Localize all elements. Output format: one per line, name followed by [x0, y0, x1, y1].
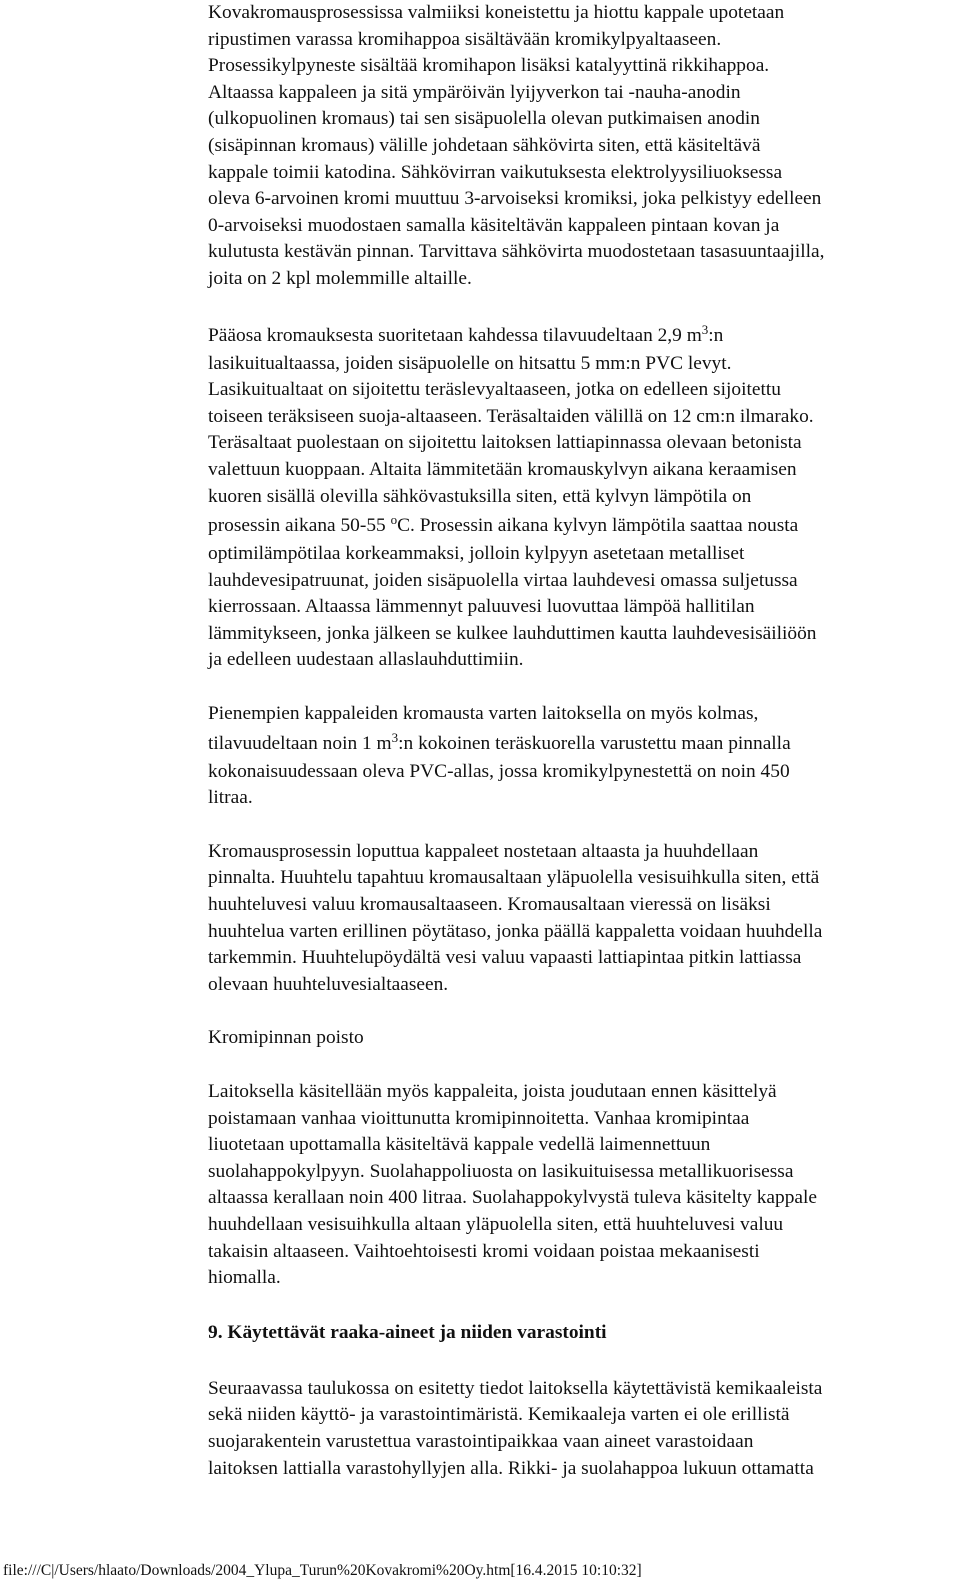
- text-line: poistamaan vanhaa vioittunutta kromipinnoitetta. Vanhaa kromipintaa: [208, 1107, 750, 1129]
- text-line: huuhdellaan vesisuihkulla altaan yläpuolella siten, että huuhteluvesi valuu: [208, 1213, 784, 1235]
- text-line: Altaassa kappaleen ja sitä ympäröivän lyijyverkon tai -nauha-anodin: [208, 81, 741, 103]
- text-segment: Pääosa kromauksesta suoritetaan kahdessa tilavuudeltaan 2,9 m: [208, 324, 702, 346]
- text-line: Kovakromausprosessissa valmiiksi koneistettu ja hiottu kappale upotetaan: [208, 2, 785, 23]
- text-line: (ulkopuolinen kromaus) tai sen sisäpuolella olevan putkimaisen anodin: [208, 108, 760, 130]
- text-segment: C. Prosessin aikana kylvyn lämpötila saattaa nousta: [397, 515, 799, 537]
- text-line: Lasikuitualtaat on sijoitettu teräslevyaltaaseen, jotka on edelleen sijoitettu: [208, 379, 781, 401]
- text-line: suolahappokylpyyn. Suolahappoliuosta on lasikuituisessa metallikuorisessa: [208, 1160, 794, 1182]
- superscript: 3: [391, 729, 399, 745]
- text-line: pinnalta. Huuhtelu tapahtuu kromausaltaan yläpuolella vesisuihkulla siten, että: [208, 867, 820, 889]
- text-line: sekä niiden käyttö- ja varastointimäristä. Kemikaaleja varten ei ole erillistä: [208, 1404, 790, 1426]
- text-line: suojarakentein varustettua varastointipaikkaa vaan aineet varastoidaan: [208, 1430, 754, 1452]
- text-line: huuhtelua varten erillinen pöytätaso, jonka päällä kappaletta voidaan huuhdella: [208, 920, 823, 942]
- text-line: [208, 320, 953, 351]
- paragraph-tanks: [208, 320, 953, 675]
- text-line: Pienempien kappaleiden kromausta varten laitoksella on myös kolmas,: [208, 703, 759, 725]
- paragraph-raw-materials: [208, 1376, 953, 1482]
- text-line: liuotetaan upottamalla käsiteltävä kappale vedellä laimennettuun: [208, 1134, 711, 1156]
- text-line: lasikuitualtaassa, joiden sisäpuolelle on hitsattu 5 mm:n PVC levyt.: [208, 352, 732, 374]
- text-line: ripustimen varassa kromihappoa sisältävään kromikylpyaltaaseen.: [208, 28, 722, 50]
- text-line: kappale toimii katodina. Sähkövirran vaikutuksesta elektrolyysiliuoksessa: [208, 161, 783, 183]
- text-line: toiseen teräksiseen suoja-altaaseen. Teräsaltaiden välillä on 12 cm:n ilmarako.: [208, 405, 814, 427]
- text-line: [208, 510, 953, 541]
- paragraph-rinsing: [208, 839, 953, 999]
- paragraph-chrome-process: [208, 0, 953, 293]
- text-line: Kromausprosessin loputtua kappaleet nostetaan altaasta ja huuhdellaan: [208, 840, 759, 862]
- text-line: joita on 2 kpl molemmille altaille.: [208, 267, 472, 289]
- page-footer-url: file:///C|/Users/hlaato/Downloads/2004_Ylupa_Turun%20Kovakromi%20Oy.htm[16.4.2015 10:10:32]: [3, 1562, 642, 1579]
- text-line: kierrossaan. Altaassa lämmennyt paluuvesi luovuttaa lämpöä hallitilan: [208, 596, 755, 618]
- text-line: huuhteluvesi valuu kromausaltaaseen. Kromausaltaan vieressä on lisäksi: [208, 894, 771, 916]
- text-line: Laitoksella käsitellään myös kappaleita, joista joudutaan ennen käsittelyä: [208, 1081, 777, 1102]
- text-line: litraa.: [208, 787, 253, 809]
- text-line: valettuun kuoppaan. Altaita lämmitetään kromauskylvyn aikana keraamisen: [208, 458, 797, 480]
- text-line: lämmitykseen, jonka jälkeen se kulkee lauhduttimen kautta lauhdevesisäiliöön: [208, 622, 817, 644]
- text-line: tarkemmin. Huuhtelupöydältä vesi valuu vapaasti lattiapintaa pitkin lattiassa: [208, 947, 802, 969]
- section-heading: 9. Käytettävät raaka-aineet ja niiden varastointi: [208, 1321, 607, 1343]
- text-line: kulutusta kestävän pinnan. Tarvittava sähkövirta muodostetaan tasasuuntaajilla,: [208, 241, 825, 263]
- text-line: Seuraavassa taulukossa on esitetty tiedot laitoksella käytettävistä kemikaaleista: [208, 1377, 823, 1399]
- superscript: 3: [701, 321, 709, 337]
- text-line: optimilämpötilaa korkeammaksi, jolloin kylpyyn asetetaan metalliset: [208, 543, 745, 565]
- text-line: ja edelleen uudestaan allaslauhduttimiin.: [208, 649, 524, 671]
- text-segment: tilavuudeltaan noin 1 m: [208, 732, 392, 754]
- text-line: altaassa kerallaan noin 400 litraa. Suolahappokylvystä tuleva käsitelty kappale: [208, 1187, 817, 1209]
- text-line: (sisäpinnan kromaus) välille johdetaan sähkövirta siten, että käsiteltävä: [208, 134, 761, 156]
- text-line: kokonaisuudessaan oleva PVC-allas, jossa kromikylpynestettä on noin 450: [208, 760, 790, 782]
- text-line: Kromipinnan poisto: [208, 1027, 364, 1049]
- text-line: laitoksen lattialla varastohyllyjen alla. Rikki- ja suolahappoa lukuun ottamatta: [208, 1457, 814, 1479]
- paragraph-small-tank: [208, 701, 953, 812]
- text-line: lauhdevesipatruunat, joiden sisäpuolella virtaa lauhdevesi omassa suljetussa: [208, 569, 798, 591]
- document-body: [208, 0, 953, 1482]
- text-segment: prosessin aikana 50-55: [208, 515, 391, 537]
- text-line: takaisin altaaseen. Vaihtoehtoisesti kromi voidaan poistaa mekaanisesti: [208, 1240, 760, 1262]
- paragraph-chrome-removal: [208, 1079, 953, 1292]
- text-segment: :n: [708, 324, 724, 346]
- text-segment: :n kokoinen teräskuorella varustettu maan pinnalla: [398, 732, 791, 754]
- text-line: hiomalla.: [208, 1267, 281, 1289]
- superscript: o: [390, 512, 398, 528]
- text-line: Teräsaltaat puolestaan on sijoitettu laitoksen lattiapinnassa olevaan betonista: [208, 432, 802, 454]
- text-line: oleva 6-arvoinen kromi muuttuu 3-arvoiseksi kromiksi, joka pelkistyy edelleen: [208, 188, 822, 210]
- text-line: Prosessikylpyneste sisältää kromihapon lisäksi katalyyttinä rikkihappoa.: [208, 55, 770, 77]
- subsection-title: [208, 1025, 953, 1052]
- text-line: [208, 728, 953, 759]
- text-line: olevaan huuhteluvesialtaaseen.: [208, 973, 449, 995]
- text-line: 0-arvoiseksi muodostaen samalla käsiteltävän kappaleen pintaan kovan ja: [208, 214, 780, 236]
- text-line: kuoren sisällä olevilla sähkövastuksilla siten, että kylvyn lämpötila on: [208, 485, 752, 507]
